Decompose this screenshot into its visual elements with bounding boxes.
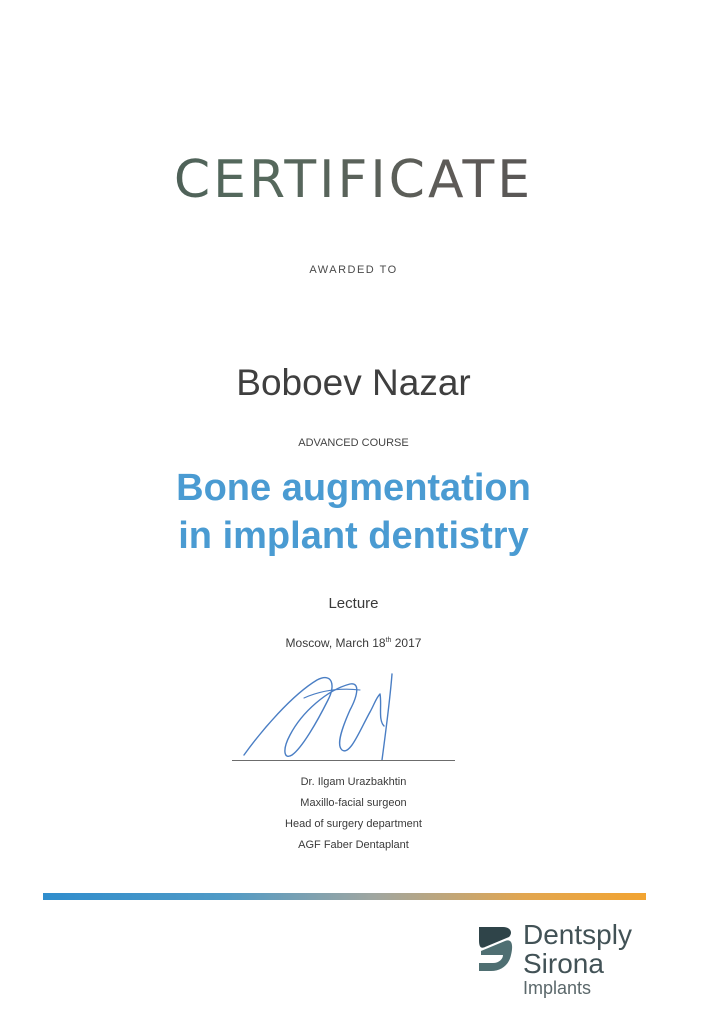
- date-prefix: Moscow, March 18: [285, 636, 386, 650]
- certificate-date: [0, 636, 707, 650]
- course-title: [0, 464, 707, 560]
- recipient-name: Boboev Nazar: [236, 362, 471, 403]
- brand-line-1: Dentsply: [523, 919, 632, 950]
- certificate-title: CERTIFICATE: [0, 150, 707, 210]
- dentsply-sirona-s-icon: [475, 925, 515, 973]
- brand-logo-text: [523, 920, 632, 998]
- signature-line: [232, 760, 455, 761]
- gradient-band: [43, 893, 646, 900]
- signatory-position: Head of surgery department: [285, 818, 422, 830]
- date-year: 2017: [391, 636, 422, 650]
- signatory-title: Maxillo-facial surgeon: [300, 797, 407, 809]
- handwritten-signature: [232, 660, 432, 765]
- brand-line-2: Sirona: [523, 948, 604, 979]
- awarded-to-label: AWARDED TO: [309, 264, 398, 276]
- date-suffix: th: [385, 637, 392, 644]
- signatory-organization: AGF Faber Dentaplant: [298, 839, 409, 851]
- brand-line-3: Implants: [523, 978, 592, 998]
- course-format: Lecture: [328, 595, 379, 612]
- course-type-label: ADVANCED COURSE: [298, 437, 409, 449]
- signatory-block: [0, 772, 707, 856]
- course-title-line-2: in implant dentistry: [178, 515, 529, 557]
- signatory-name: Dr. Ilgam Urazbakhtin: [300, 776, 407, 788]
- course-title-line-1: Bone augmentation: [176, 467, 531, 509]
